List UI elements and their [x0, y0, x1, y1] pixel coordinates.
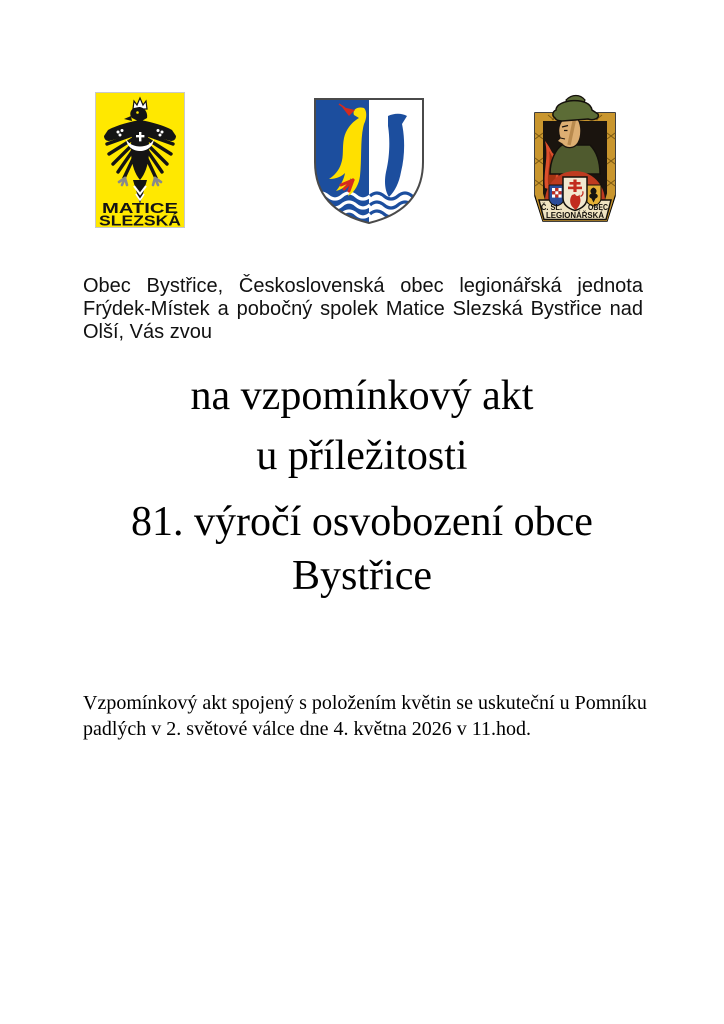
matice-slezska-logo: [95, 92, 185, 228]
legionnaire-badge-icon: [528, 88, 622, 227]
intro-line-3: Olší, Vás zvou: [83, 321, 212, 343]
closing-line-2: padlých v 2. světové válce dne 4. května 2026 v 11.hod.: [83, 718, 532, 740]
legionnaire-community-logo: [528, 88, 622, 227]
heading-occasion: u příležitosti: [256, 433, 468, 479]
bystrice-coat-of-arms: [312, 96, 426, 226]
intro-line-1: Obec Bystřice, Československá obec legionářská jednota: [83, 275, 643, 297]
obec-text: OBEC: [588, 203, 609, 212]
intro-paragraph: [83, 275, 643, 344]
matice-text: MATICE: [102, 201, 179, 217]
closing-line-1: Vzpomínkový akt spojený s položením květin se uskuteční u Pomníku: [83, 692, 647, 714]
heading-anniversary: [0, 495, 724, 603]
soldier-uniform: [550, 145, 600, 174]
heading-event: na vzpomínkový akt: [190, 373, 534, 419]
heading-anniversary-line-2: Bystřice: [292, 553, 432, 599]
slezska-text: SLEZSKÁ: [99, 213, 167, 228]
czechoslovak-shield-icon: [563, 177, 587, 211]
heading-anniversary-line-1: 81. výročí osvobození obce: [131, 499, 593, 545]
intro-line-2: Frýdek-Místek a pobočný spolek Matice Slezská Bystřice nad: [83, 298, 643, 320]
adrian-helmet-icon: [553, 96, 599, 122]
csl-text: Č. SL.: [541, 203, 562, 212]
legionarska-text: LEGIONÁŘSKÁ: [546, 210, 610, 220]
shield-icon: [312, 96, 426, 226]
closing-paragraph: [83, 690, 663, 742]
silesian-eagle-icon: [95, 92, 185, 228]
